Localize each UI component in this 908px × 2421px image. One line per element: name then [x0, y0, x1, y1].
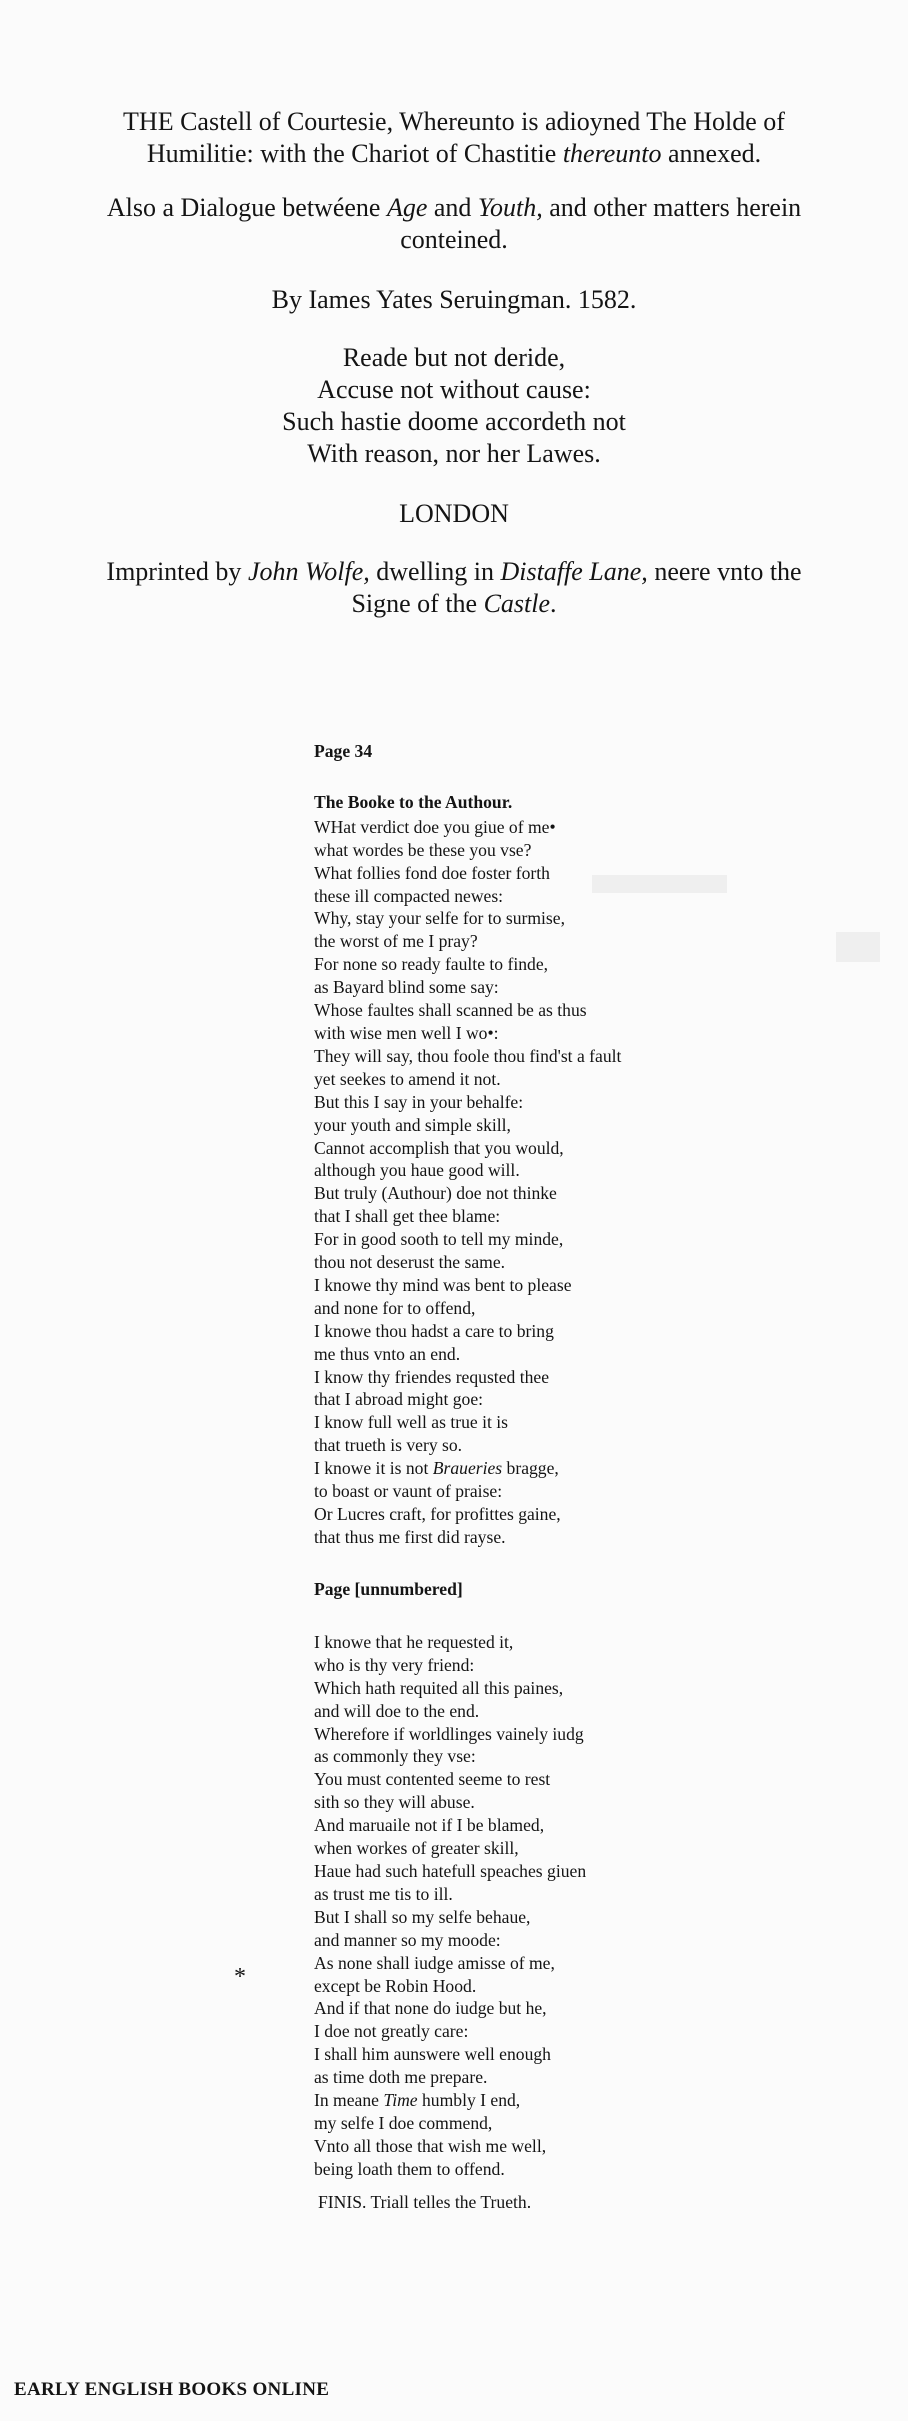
subtitle-line: Also a Dialogue betwéene Age and Youth, and other matters herein	[106, 193, 802, 222]
motto-line: Reade but not deride,	[342, 343, 566, 372]
poem-line: And if that none do iudge but he,	[314, 1998, 547, 2019]
poem-line: the worst of me I pray?	[314, 931, 478, 952]
poem-line: except be Robin Hood.	[314, 1975, 477, 1996]
poem-line: as trust me tis to ill.	[314, 1883, 453, 1904]
poem-line: I know thy friendes requsted thee	[314, 1366, 549, 1387]
poem-line: I shall him aunswere well enough	[314, 2044, 551, 2065]
poem-line: yet seekes to amend it not.	[314, 1068, 501, 1089]
poem-line: thou not deserust the same.	[314, 1252, 506, 1273]
poem-line: Haue had such hatefull speaches giuen	[314, 1860, 587, 1881]
finis-line: FINIS. Triall telles the Trueth.	[318, 2192, 532, 2212]
poem-line: that trueth is very so.	[314, 1435, 463, 1456]
poem-line: I knowe thy mind was bent to please	[314, 1274, 572, 1295]
footer-label: EARLY ENGLISH BOOKS ONLINE	[14, 2379, 330, 2400]
poem-line: For in good sooth to tell my minde,	[314, 1229, 564, 1250]
poem-line: that I shall get thee blame:	[314, 1206, 501, 1227]
poem-line: As none shall iudge amisse of me,	[314, 1952, 555, 1973]
poem-body-end	[314, 1480, 621, 1549]
author-line: By Iames Yates Seruingman. 1582.	[271, 285, 637, 314]
page-34-section	[314, 740, 621, 1549]
poem-line: I know full well as true it is	[314, 1412, 508, 1433]
poem-line: sith so they will abuse.	[314, 1792, 475, 1813]
motto-line: With reason, nor her Lawes.	[307, 439, 601, 468]
poem-line: I doe not greatly care:	[314, 2021, 469, 2042]
place-line: LONDON	[399, 499, 509, 528]
poem-line: Wherefore if worldlinges vainely iudg	[314, 1723, 584, 1744]
poem-line: with wise men well I wo•:	[314, 1022, 499, 1043]
poem-line: You must contented seeme to rest	[314, 1769, 551, 1790]
poem-line: as Bayard blind some say:	[314, 977, 499, 998]
poem-line: Vnto all those that wish me well,	[314, 2135, 547, 2156]
poem-line: when workes of greater skill,	[314, 1838, 519, 1859]
poem-line: In meane Time humbly I end,	[314, 2090, 521, 2111]
poem-body	[314, 816, 621, 1457]
imprint-line: Signe of the Castle.	[351, 589, 557, 618]
poem-line: Cannot accomplish that you would,	[314, 1137, 564, 1158]
poem-body	[314, 1631, 586, 2089]
poem-line: But this I say in your behalfe:	[314, 1091, 524, 1112]
title-page	[0, 106, 908, 620]
poem-line: Or Lucres craft, for profittes gaine,	[314, 1504, 561, 1524]
poem-line: these ill compacted newes:	[314, 885, 504, 906]
poem-line: who is thy very friend:	[314, 1654, 475, 1675]
page-unnumbered-section	[314, 1578, 586, 2181]
poem-line: I knowe thou hadst a care to bring	[314, 1320, 554, 1341]
poem-line: and manner so my moode:	[314, 1929, 501, 1950]
poem-line: But I shall so my selfe behaue,	[314, 1906, 531, 1927]
poem-line: that I abroad might goe:	[314, 1389, 484, 1410]
poem-line: They will say, thou foole thou find'st a fault	[314, 1045, 622, 1066]
poem-heading: The Booke to the Authour.	[314, 791, 513, 812]
title-line: Humilitie: with the Chariot of Chastitie thereunto annexed.	[146, 139, 762, 168]
poem-line: as time doth me prepare.	[314, 2067, 488, 2088]
poem-body-end	[314, 2112, 586, 2181]
poem-line: being loath them to offend.	[314, 2158, 505, 2179]
poem-line: me thus vnto an end.	[314, 1343, 461, 1364]
poem-line: your youth and simple skill,	[314, 1114, 511, 1135]
page-label: Page 34	[314, 741, 373, 761]
poem-line: although you haue good will.	[314, 1160, 520, 1181]
poem-line: and none for to offend,	[314, 1297, 476, 1318]
title-line: THE Castell of Courtesie, Whereunto is adioyned The Holde of	[123, 107, 785, 136]
poem-line: I knowe that he requested it,	[314, 1631, 514, 1652]
poem-line: Which hath requited all this paines,	[314, 1677, 564, 1698]
poem-line: that thus me first did rayse.	[314, 1526, 506, 1547]
poem-line: what wordes be these you vse?	[314, 839, 532, 860]
poem-line: as commonly they vse:	[314, 1746, 476, 1767]
scan-smudge	[836, 932, 880, 962]
motto-line: Such hastie doome accordeth not	[282, 407, 626, 436]
motto-line: Accuse not without cause:	[317, 375, 591, 404]
poem-line: Why, stay your selfe for to surmise,	[314, 908, 565, 929]
imprint-line: Imprinted by John Wolfe, dwelling in Distaffe Lane, neere vnto the	[106, 557, 802, 586]
poem-line: But truly (Authour) doe not thinke	[314, 1183, 557, 1204]
poem-line: I knowe it is not Braueries bragge,	[314, 1458, 559, 1479]
poem-line: and will doe to the end.	[314, 1700, 480, 1721]
poem-line: Whose faultes shall scanned be as thus	[314, 1000, 587, 1021]
subtitle-line: conteined.	[400, 225, 508, 254]
poem-line: And maruaile not if I be blamed,	[314, 1815, 545, 1836]
poem-line: For none so ready faulte to finde,	[314, 954, 549, 975]
page-label: Page [unnumbered]	[314, 1579, 463, 1599]
poem-line: to boast or vaunt of praise:	[314, 1481, 503, 1502]
poem-line: my selfe I doe commend,	[314, 2112, 493, 2133]
margin-asterisk: *	[234, 1964, 246, 1990]
poem-line: What follies fond doe foster forth	[314, 862, 550, 883]
poem-line: WHat verdict doe you giue of me•	[314, 816, 556, 837]
